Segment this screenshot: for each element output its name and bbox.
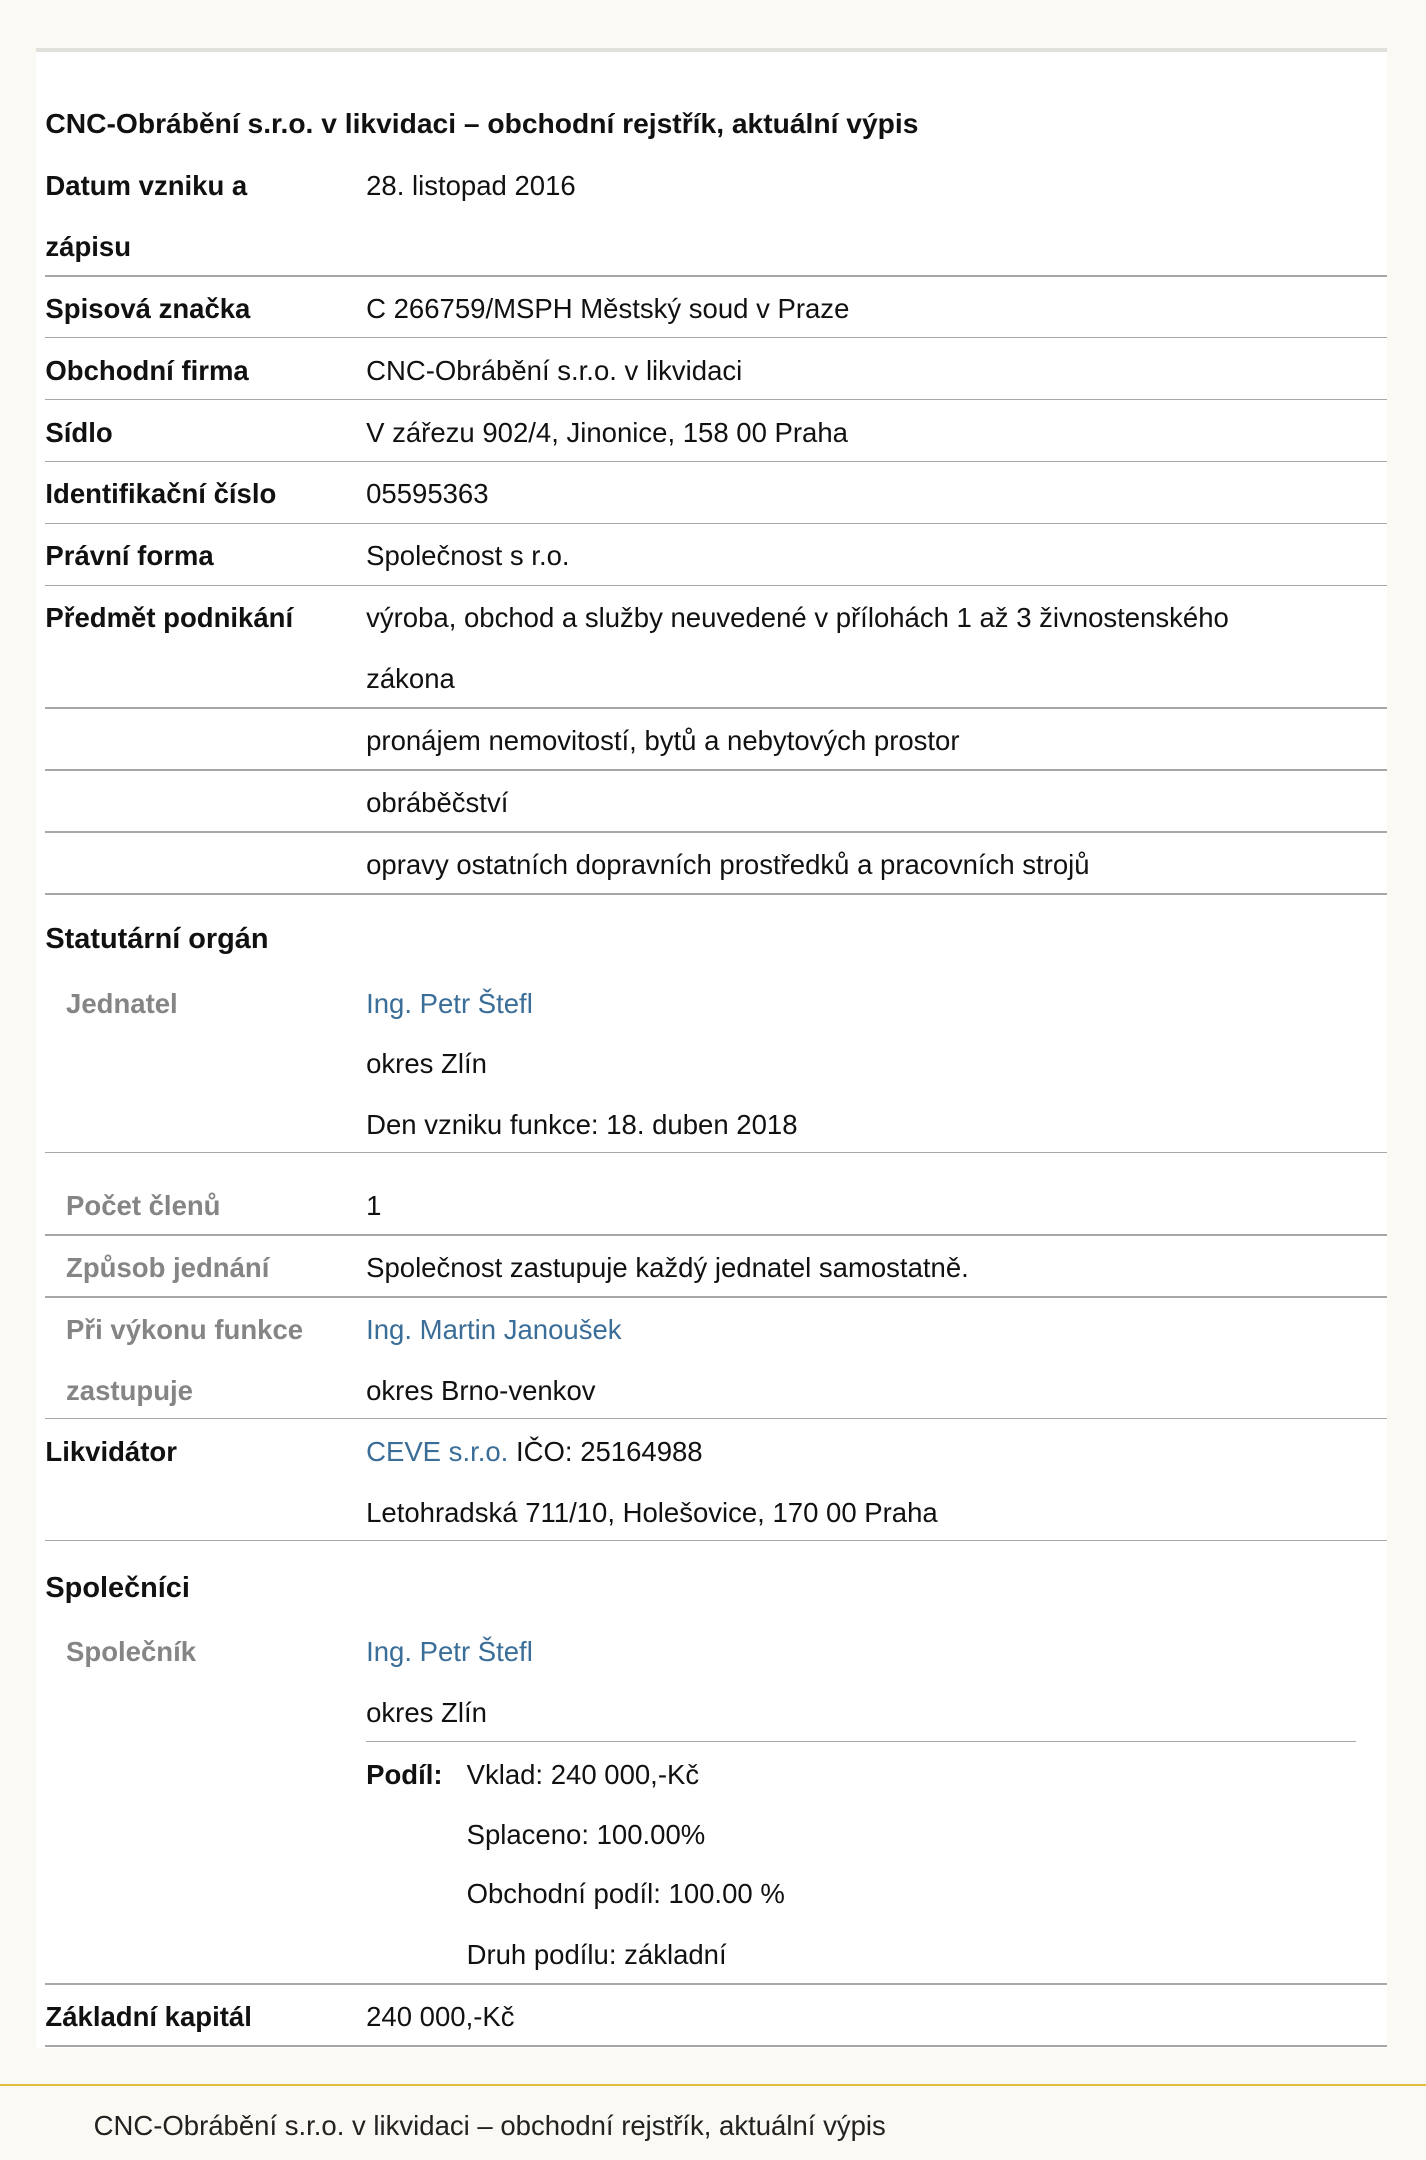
row-divider: [45, 585, 1387, 586]
row-divider: [45, 831, 1387, 832]
value-spolecnik-district: okres Zlín: [366, 1696, 487, 1728]
row-divider: [45, 769, 1387, 770]
footer-title: CNC-Obrábění s.r.o. v likvidaci – obchodní rejstřík, aktuální výpis: [93, 2110, 886, 2142]
row-divider: [45, 1234, 1387, 1235]
row-divider: [45, 707, 1387, 708]
row-divider: [45, 337, 1387, 338]
label-pocet-clenu: Počet členů: [66, 1190, 221, 1222]
label-spisova-znacka: Spisová značka: [45, 292, 251, 324]
row-divider: [45, 1418, 1387, 1419]
value-likvidator-ico: IČO: 25164988: [515, 1436, 703, 1468]
value-likvidator: [366, 1435, 703, 1468]
label-spolecnik: Společník: [66, 1636, 197, 1668]
business-activity-item: obráběčství: [366, 786, 509, 818]
value-likvidator-address: Letohradská 711/10, Holešovice, 170 00 Praha: [366, 1497, 938, 1528]
page-title: CNC-Obrábění s.r.o. v likvidaci – obchodní rejstřík, aktuální výpis: [45, 107, 919, 140]
link-likvidator-name[interactable]: CEVE s.r.o.: [366, 1436, 509, 1468]
section-heading-spolecnici: Společníci: [45, 1571, 190, 1604]
share-divider: [366, 1741, 1356, 1742]
row-divider: [45, 1152, 1387, 1153]
link-zastupce-name[interactable]: Ing. Martin Janoušek: [366, 1313, 622, 1345]
label-datum-vzniku: Datum vzniku a: [45, 170, 248, 202]
label-pri-vykonu-funkce: Při výkonu funkce: [66, 1313, 304, 1345]
row-divider: [45, 1296, 1387, 1297]
label-datum-vzniku-cont: zápisu: [45, 230, 132, 262]
business-activity-item: pronájem nemovitostí, bytů a nebytových prostor: [366, 724, 960, 756]
section-heading-statutarni-organ: Statutární orgán: [45, 923, 269, 956]
business-activity-item: výroba, obchod a služby neuvedené v přílohách 1 až 3 živnostenského: [366, 602, 1229, 634]
row-divider: [45, 1983, 1387, 1984]
label-predmet-podnikani: Předmět podnikání: [45, 602, 294, 634]
label-obchodni-firma: Obchodní firma: [45, 354, 249, 386]
value-identifikacni-cislo: 05595363: [366, 478, 489, 510]
value-obchodni-firma: CNC-Obrábění s.r.o. v likvidaci: [366, 354, 743, 386]
value-zpusob-jednani: Společnost zastupuje každý jednatel samostatně.: [366, 1252, 969, 1284]
value-vklad: Vklad: 240 000,-Kč: [466, 1758, 700, 1790]
label-likvidator: Likvidátor: [45, 1436, 177, 1468]
value-zakladni-kapital: 240 000,-Kč: [366, 2000, 515, 2032]
row-divider: [45, 2045, 1387, 2046]
value-spisova-znacka: C 266759/MSPH Městský soud v Praze: [366, 292, 850, 324]
value-pocet-clenu: 1: [366, 1190, 382, 1222]
row-divider: [45, 275, 1387, 276]
label-pravni-forma: Právní forma: [45, 540, 214, 572]
label-podil: Podíl:: [366, 1758, 443, 1790]
business-activity-item-cont: zákona: [366, 662, 455, 694]
value-jednatel-since: Den vzniku funkce: 18. duben 2018: [366, 1108, 798, 1140]
value-zastupce-district: okres Brno-venkov: [366, 1374, 596, 1406]
link-jednatel-name[interactable]: Ing. Petr Štefl: [366, 987, 533, 1019]
row-divider: [45, 399, 1387, 400]
row-divider: [45, 893, 1387, 894]
value-jednatel-district: okres Zlín: [366, 1048, 487, 1080]
business-activity-item: opravy ostatních dopravních prostředků a pracovních strojů: [366, 848, 1090, 880]
value-splaceno: Splaceno: 100.00%: [466, 1819, 706, 1851]
label-zpusob-jednani: Způsob jednání: [66, 1252, 270, 1284]
value-sidlo: V zářezu 902/4, Jinonice, 158 00 Praha: [366, 416, 848, 448]
label-jednatel: Jednatel: [66, 987, 178, 1019]
row-divider: [45, 461, 1387, 462]
label-zakladni-kapital: Základní kapitál: [45, 2000, 252, 2032]
row-divider: [45, 1540, 1387, 1541]
value-datum-vzniku: 28. listopad 2016: [366, 170, 576, 202]
value-druh-podilu: Druh podílu: základní: [466, 1938, 727, 1970]
value-pravni-forma: Společnost s r.o.: [366, 540, 570, 572]
row-divider: [45, 523, 1387, 524]
label-pri-vykonu-funkce-cont: zastupuje: [66, 1374, 193, 1406]
link-spolecnik-name[interactable]: Ing. Petr Štefl: [366, 1636, 533, 1668]
label-sidlo: Sídlo: [45, 416, 113, 448]
register-extract: [36, 48, 1388, 2048]
label-identifikacni-cislo: Identifikační číslo: [45, 478, 277, 510]
value-obchodni-podil: Obchodní podíl: 100.00 %: [466, 1878, 785, 1910]
footer: [0, 2084, 1426, 2160]
